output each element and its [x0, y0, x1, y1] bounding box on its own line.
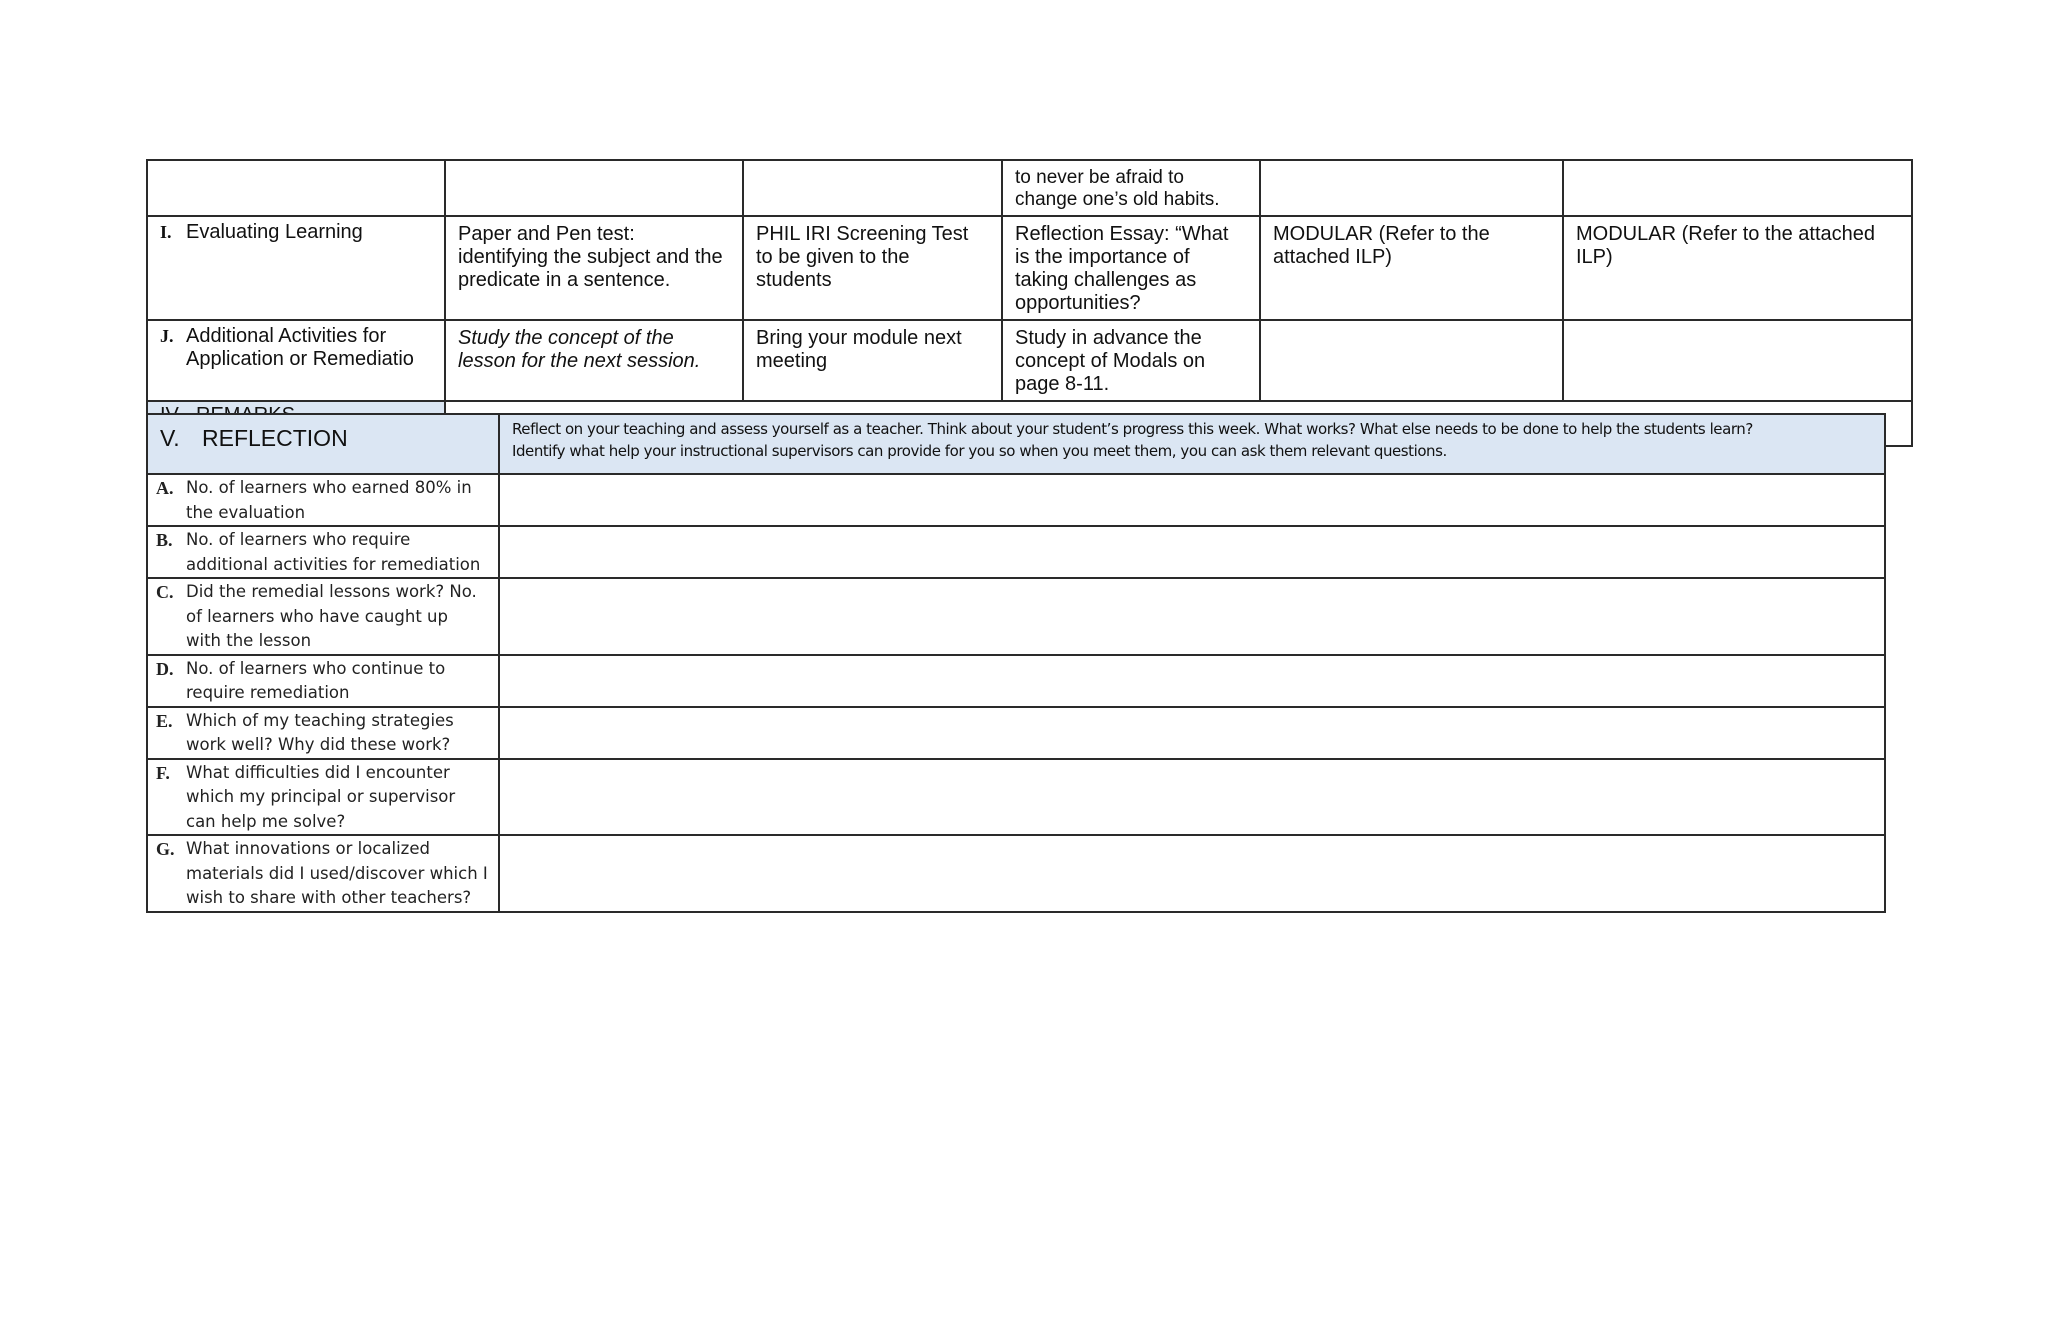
- evaluating-day2-cell: PHIL IRI Screening Test to be given to the students: [743, 216, 1002, 320]
- reflection-row-g: [147, 835, 1885, 912]
- section-label: Evaluating Learning: [186, 221, 363, 243]
- question-cell: [147, 526, 499, 578]
- additional-day3-cell: Study in advance the concept of Modals on page 8-11.: [1002, 320, 1260, 401]
- evaluating-learning-row: [147, 216, 1912, 320]
- evaluating-day5-cell: MODULAR (Refer to the attached ILP): [1563, 216, 1912, 320]
- question-cell: [147, 835, 499, 912]
- evaluating-day1-cell: Paper and Pen test: identifying the subject and the predicate in a sentence.: [445, 216, 743, 320]
- additional-activities-label-cell: [147, 320, 445, 401]
- question-text: What innovations or localized materials did I used/discover which I wish to share with other teachers?: [186, 839, 488, 907]
- section-letter: J.: [160, 326, 174, 346]
- additional-activities-row: [147, 320, 1912, 401]
- answer-cell: [499, 526, 1885, 578]
- reflection-row-a: [147, 474, 1885, 526]
- question-letter: A.: [156, 478, 174, 498]
- continuation-cell-5: [1260, 160, 1563, 216]
- reflection-heading: [147, 414, 499, 474]
- reflection-row-f: [147, 759, 1885, 836]
- continuation-cell-1: [147, 160, 445, 216]
- section-label: Additional Activities for Application or Remediatio: [186, 325, 414, 370]
- reflection-table: [146, 413, 1886, 913]
- evaluating-day4-cell: MODULAR (Refer to the attached ILP): [1260, 216, 1563, 320]
- reflection-roman: V.: [160, 425, 180, 451]
- answer-cell: [499, 655, 1885, 707]
- reflection-instruction-line-1: Reflect on your teaching and assess yourself as a teacher. Think about your student’s progress this week. What works? What else needs to be done to help the students learn?: [512, 420, 1753, 438]
- reflection-row-c: [147, 578, 1885, 655]
- question-text: No. of learners who continue to require remediation: [186, 658, 446, 702]
- reflection-row-d: [147, 655, 1885, 707]
- additional-day2-cell: Bring your module next meeting: [743, 320, 1002, 401]
- continuation-cell-2: [445, 160, 743, 216]
- question-letter: E.: [156, 710, 173, 731]
- answer-cell: [499, 707, 1885, 759]
- question-text: No. of learners who earned 80% in the evaluation: [186, 478, 472, 522]
- answer-cell: [499, 759, 1885, 836]
- question-cell: [147, 707, 499, 759]
- lesson-plan-table: [146, 159, 1913, 447]
- continuation-cell-3: [743, 160, 1002, 216]
- question-text: Did the remedial lessons work? No. of learners who have caught up with the lesson: [186, 582, 477, 650]
- question-cell: [147, 578, 499, 655]
- answer-cell: [499, 835, 1885, 912]
- question-letter: F.: [156, 762, 170, 783]
- question-text: Which of my teaching strategies work well? Why did these work?: [186, 710, 454, 754]
- answer-cell: [499, 474, 1885, 526]
- question-cell: [147, 655, 499, 707]
- reflection-instruction-line-2: Identify what help your instructional supervisors can provide for you so when you meet them, you can ask them relevant questions.: [512, 442, 1447, 460]
- reflection-row-e: [147, 707, 1885, 759]
- question-cell: [147, 474, 499, 526]
- question-cell: [147, 759, 499, 836]
- continuation-cell-6: [1563, 160, 1912, 216]
- continuation-cell-4: to never be afraid to change one’s old habits.: [1002, 160, 1260, 216]
- continuation-row: [147, 160, 1912, 216]
- question-text: What difficulties did I encounter which my principal or supervisor can help me solve?: [186, 762, 456, 831]
- section-letter: I.: [160, 222, 172, 242]
- question-letter: D.: [156, 658, 174, 679]
- evaluating-day3-cell: Reflection Essay: “What is the importance of taking challenges as opportunities?: [1002, 216, 1260, 320]
- question-text: No. of learners who require additional activities for remediation: [186, 530, 481, 574]
- reflection-instructions: [499, 414, 1885, 474]
- reflection-row-b: [147, 526, 1885, 578]
- answer-cell: [499, 578, 1885, 655]
- question-letter: G.: [156, 839, 175, 859]
- evaluating-learning-label-cell: [147, 216, 445, 320]
- additional-day1-cell: Study the concept of the lesson for the next session.: [445, 320, 743, 401]
- question-letter: C.: [156, 582, 174, 602]
- additional-day5-cell: [1563, 320, 1912, 401]
- question-letter: B.: [156, 530, 173, 550]
- reflection-title: REFLECTION: [202, 425, 348, 451]
- reflection-header-row: [147, 414, 1885, 474]
- additional-day4-cell: [1260, 320, 1563, 401]
